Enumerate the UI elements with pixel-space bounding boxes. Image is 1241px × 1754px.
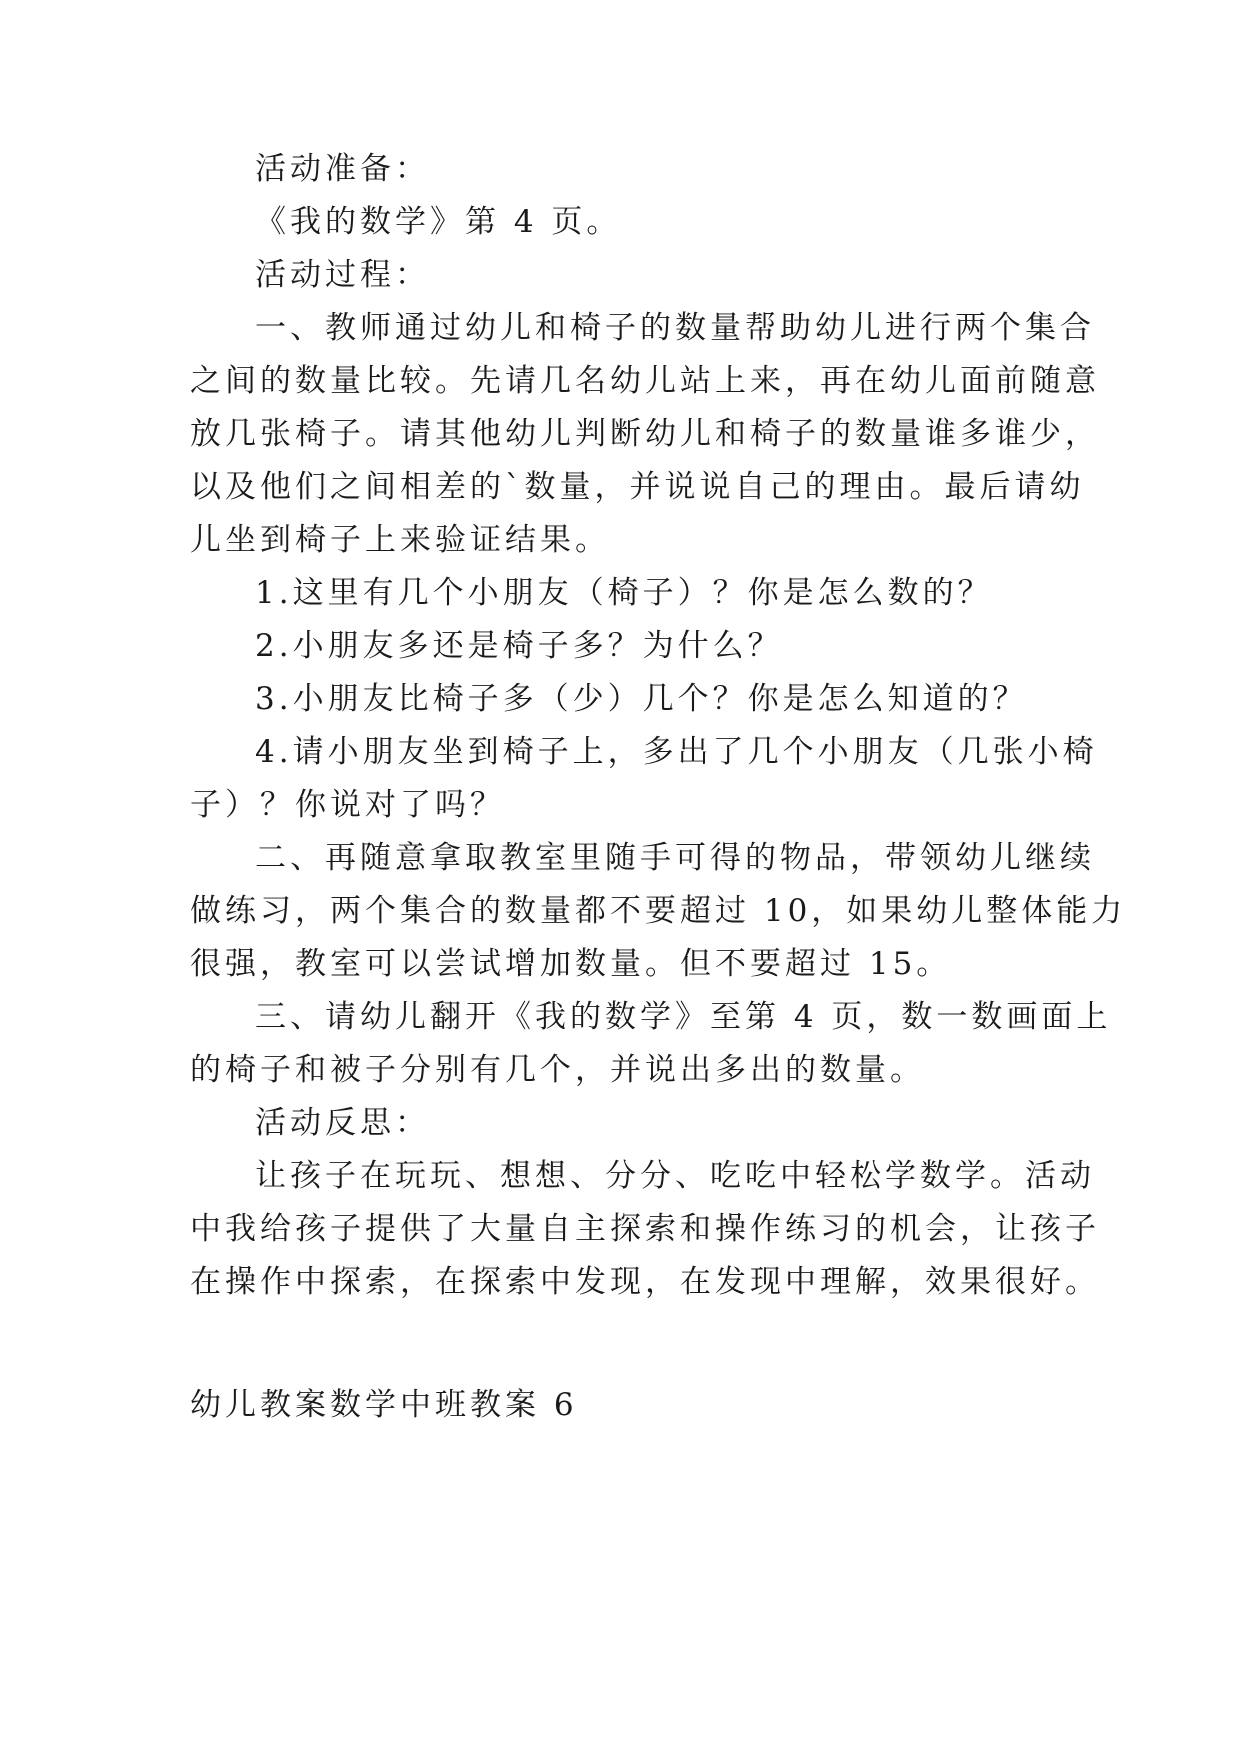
paragraph-line: 很强，教室可以尝试增加数量。但不要超过 15。	[190, 946, 952, 982]
list-item: 1.这里有几个小朋友（椅子）？你是怎么数的？	[255, 575, 993, 611]
section-heading-preparation: 活动准备：	[255, 151, 430, 187]
paragraph-line: 让孩子在玩玩、想想、分分、吃吃中轻松学数学。活动	[255, 1158, 1095, 1194]
next-lesson-title: 幼儿教案数学中班教案 6	[190, 1387, 578, 1423]
section-heading-reflection: 活动反思：	[255, 1105, 430, 1141]
list-item: 4.请小朋友坐到椅子上，多出了几个小朋友（几张小椅	[255, 734, 1098, 770]
paragraph-line: 放几张椅子。请其他幼儿判断幼儿和椅子的数量谁多谁少，	[190, 416, 1100, 452]
list-item-continuation: 子）？你说对了吗？	[190, 787, 505, 823]
paragraph-line: 在操作中探索，在探索中发现，在发现中理解，效果很好。	[190, 1264, 1100, 1300]
list-item: 2.小朋友多还是椅子多？为什么？	[255, 628, 783, 664]
paragraph-line: 儿坐到椅子上来验证结果。	[190, 522, 610, 558]
paragraph-line: 二、再随意拿取教室里随手可得的物品，带领幼儿继续	[255, 840, 1095, 876]
paragraph-line: 的椅子和被子分别有几个，并说出多出的数量。	[190, 1052, 925, 1088]
list-item: 3.小朋友比椅子多（少）几个？你是怎么知道的？	[255, 681, 1028, 717]
paragraph-line: 《我的数学》第 4 页。	[255, 204, 622, 240]
paragraph-line: 做练习，两个集合的数量都不要超过 10，如果幼儿整体能力	[190, 893, 1127, 929]
paragraph-line: 一、教师通过幼儿和椅子的数量帮助幼儿进行两个集合	[255, 310, 1095, 346]
paragraph-line: 以及他们之间相差的`数量，并说说自己的理由。最后请幼	[190, 469, 1085, 505]
paragraph-line: 之间的数量比较。先请几名幼儿站上来，再在幼儿面前随意	[190, 363, 1100, 399]
paragraph-line: 三、请幼儿翻开《我的数学》至第 4 页，数一数画面上	[255, 999, 1112, 1035]
section-heading-process: 活动过程：	[255, 257, 430, 293]
paragraph-line: 中我给孩子提供了大量自主探索和操作练习的机会，让孩子	[190, 1211, 1100, 1247]
